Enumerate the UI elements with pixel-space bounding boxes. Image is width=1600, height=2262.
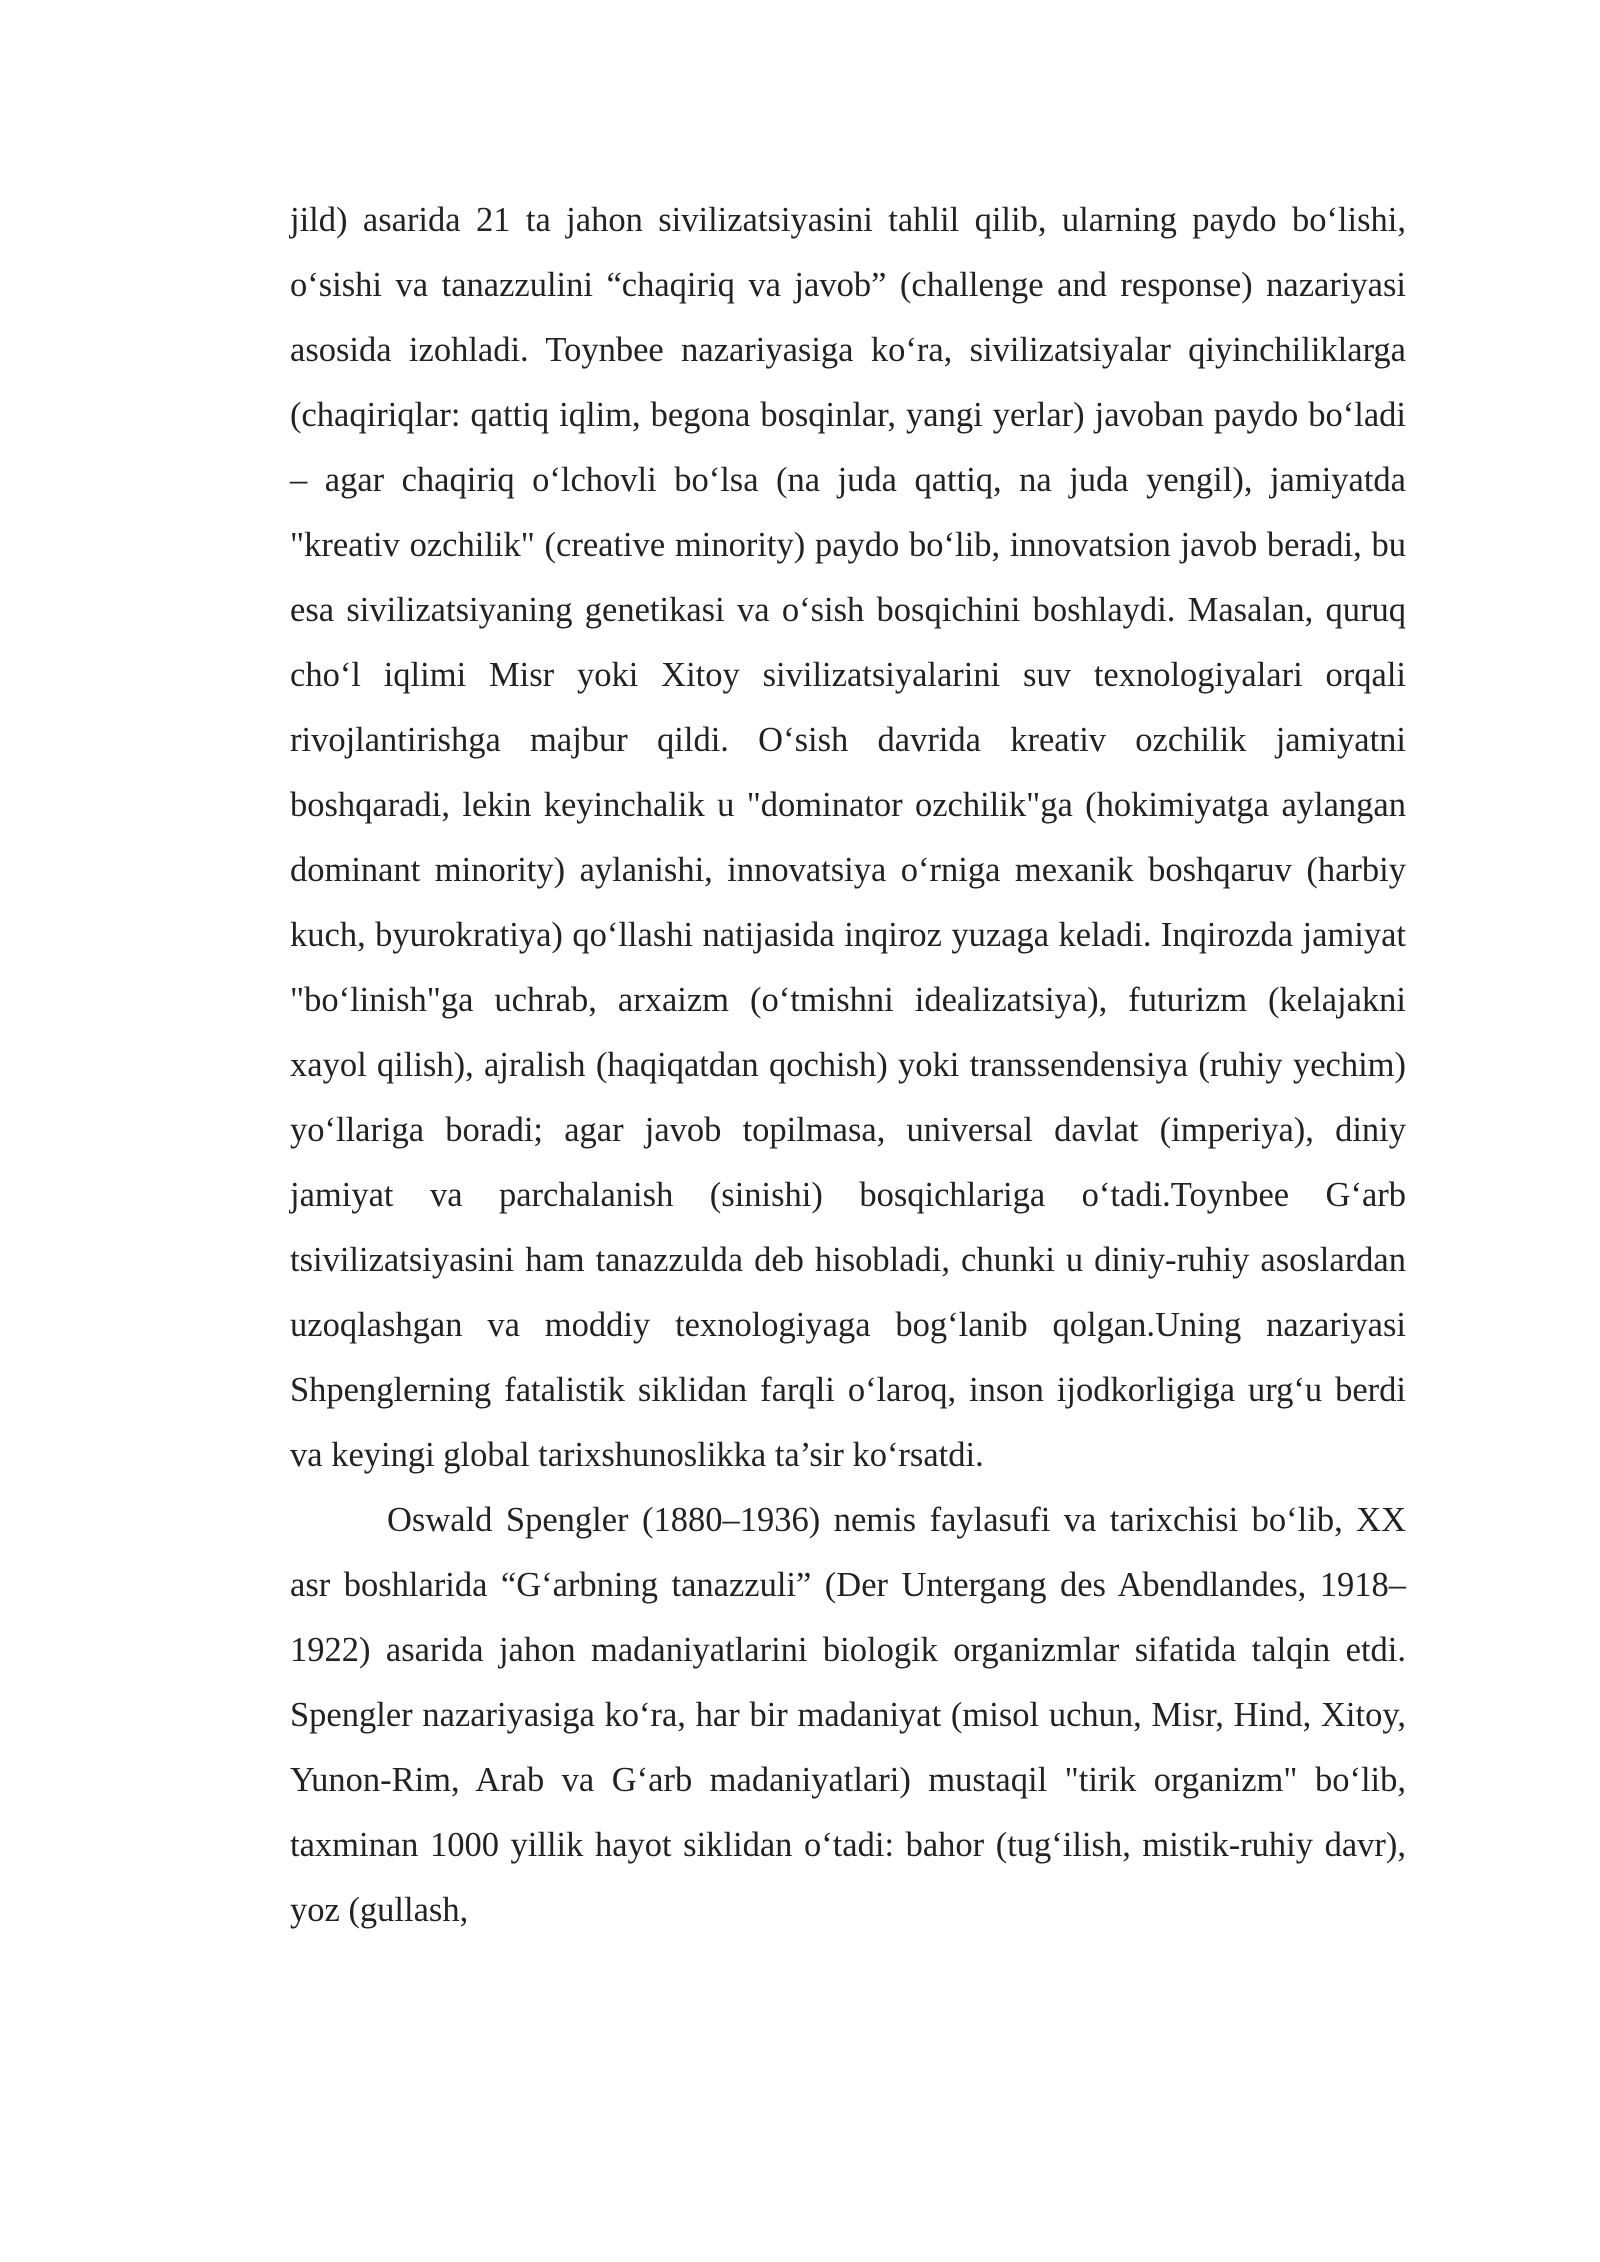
paragraph-toynbee: jild) asarida 21 ta jahon sivilizatsiyasini tahlil qilib, ularning paydo bo‘lishi, o‘sishi va tanazzulini “chaqiriq va javob” (challenge and response) nazariyasi asosida izohladi. Toynbee nazariyasiga ko‘ra, sivilizatsiyalar qiyinchiliklarga (chaqiriqlar: qattiq iqlim, begona bosqinlar, yangi yerlar) javoban paydo bo‘ladi – agar chaqiriq o‘lchovli bo‘lsa (na juda qattiq, na juda yengil), jamiyatda "kreativ ozchilik" (creative minority) paydo bo‘lib, innovatsion javob beradi, bu esa sivilizatsiyaning genetikasi va o‘sish bosqichini boshlaydi. Masalan, quruq cho‘l iqlimi Misr yoki Xitoy sivilizatsiyalarini suv texnologiyalari orqali rivojlantirishga majbur qildi. O‘sish davrida kreativ ozchilik jamiyatni boshqaradi, lekin keyinchalik u "dominator ozchilik"ga (hokimiyatga aylangan dominant minority) aylanishi, innovatsiya o‘rniga mexanik boshqaruv (harbiy kuch, byurokratiya) qo‘llashi natijasida inqiroz yuzaga keladi. Inqirozda jamiyat "bo‘linish"ga uchrab, arxaizm (o‘tmishni idealizatsiya), futurizm (kelajakni xayol qilish), ajralish (haqiqatdan qochish) yoki transsendensiya (ruhiy yechim) yo‘llariga boradi; agar javob topilmasa, universal davlat (imperiya), diniy jamiyat va parchalanish (sinishi) bosqichlariga o‘tadi.Toynbee G‘arb tsivilizatsiyasini ham tanazzulda deb hisobladi, chunki u diniy-ruhiy asoslardan uzoqlashgan va moddiy texnologiyaga bog‘lanib qolgan.Uning nazariyasi Shpenglerning fatalistik siklidan farqli o‘laroq, inson ijodkorligiga urg‘u berdi va keyingi global tarixshunoslikka ta’sir ko‘rsatdi. — [290, 201, 1406, 1474]
document-body — [290, 188, 1406, 1943]
paragraph-spengler: Oswald Spengler (1880–1936) nemis faylasufi va tarixchisi bo‘lib, XX asr boshlarida “G‘arbning tanazzuli” (Der Untergang des Abendlandes, 1918–1922) asarida jahon madaniyatlarini biologik organizmlar sifatida talqin etdi. Spengler nazariyasiga ko‘ra, har bir madaniyat (misol uchun, Misr, Hind, Xitoy, Yunon-Rim, Arab va G‘arb madaniyatlari) mustaqil "tirik organizm" bo‘lib, taxminan 1000 yillik hayot siklidan o‘tadi: bahor (tug‘ilish, mistik-ruhiy davr), yoz (gullash, — [290, 1501, 1406, 1929]
